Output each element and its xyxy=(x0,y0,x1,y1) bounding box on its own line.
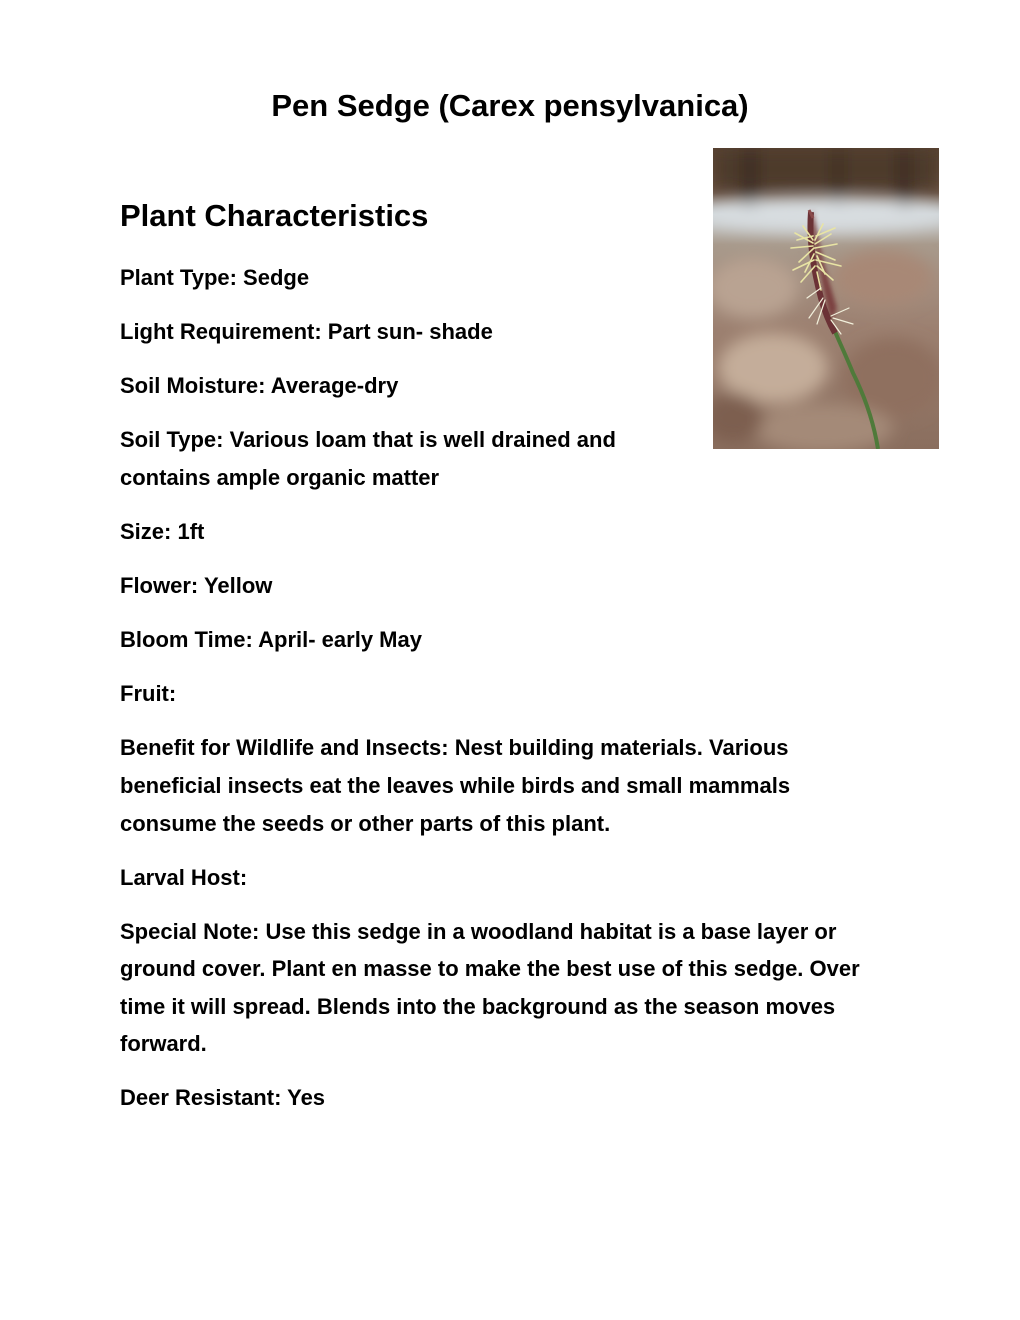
special-note-line-4: forward. xyxy=(120,1031,207,1056)
soil-moisture: Soil Moisture: Average-dry xyxy=(120,373,399,398)
deer-resistant: Deer Resistant: Yes xyxy=(120,1085,326,1110)
larval-host: Larval Host: xyxy=(120,865,248,890)
benefit-line-1: Benefit for Wildlife and Insects: Nest building materials. Various xyxy=(120,735,789,760)
special-note-line-3: time it will spread. Blends into the background as the season moves xyxy=(120,994,836,1019)
bloom-time: Bloom Time: April- early May xyxy=(120,627,422,652)
fruit: Fruit: xyxy=(120,681,177,706)
special-note-line-2: ground cover. Plant en masse to make the best use of this sedge. Over xyxy=(120,956,860,981)
light-requirement: Light Requirement: Part sun- shade xyxy=(120,319,493,344)
sedge-flower-photo xyxy=(713,148,939,449)
soil-type-line-2: contains ample organic matter xyxy=(120,465,440,490)
benefit-line-2: beneficial insects eat the leaves while birds and small mammals xyxy=(120,773,791,798)
benefit-line-3: consume the seeds or other parts of this plant. xyxy=(120,811,611,836)
plant-type: Plant Type: Sedge xyxy=(120,265,310,290)
size: Size: 1ft xyxy=(120,519,205,544)
page-title: Pen Sedge (Carex pensylvanica) xyxy=(271,88,749,123)
special-note-line-1: Special Note: Use this sedge in a woodland habitat is a base layer or xyxy=(120,919,837,944)
soil-type-line-1: Soil Type: Various loam that is well drained and xyxy=(120,427,616,452)
section-heading: Plant Characteristics xyxy=(120,198,429,233)
flower: Flower: Yellow xyxy=(120,573,273,598)
